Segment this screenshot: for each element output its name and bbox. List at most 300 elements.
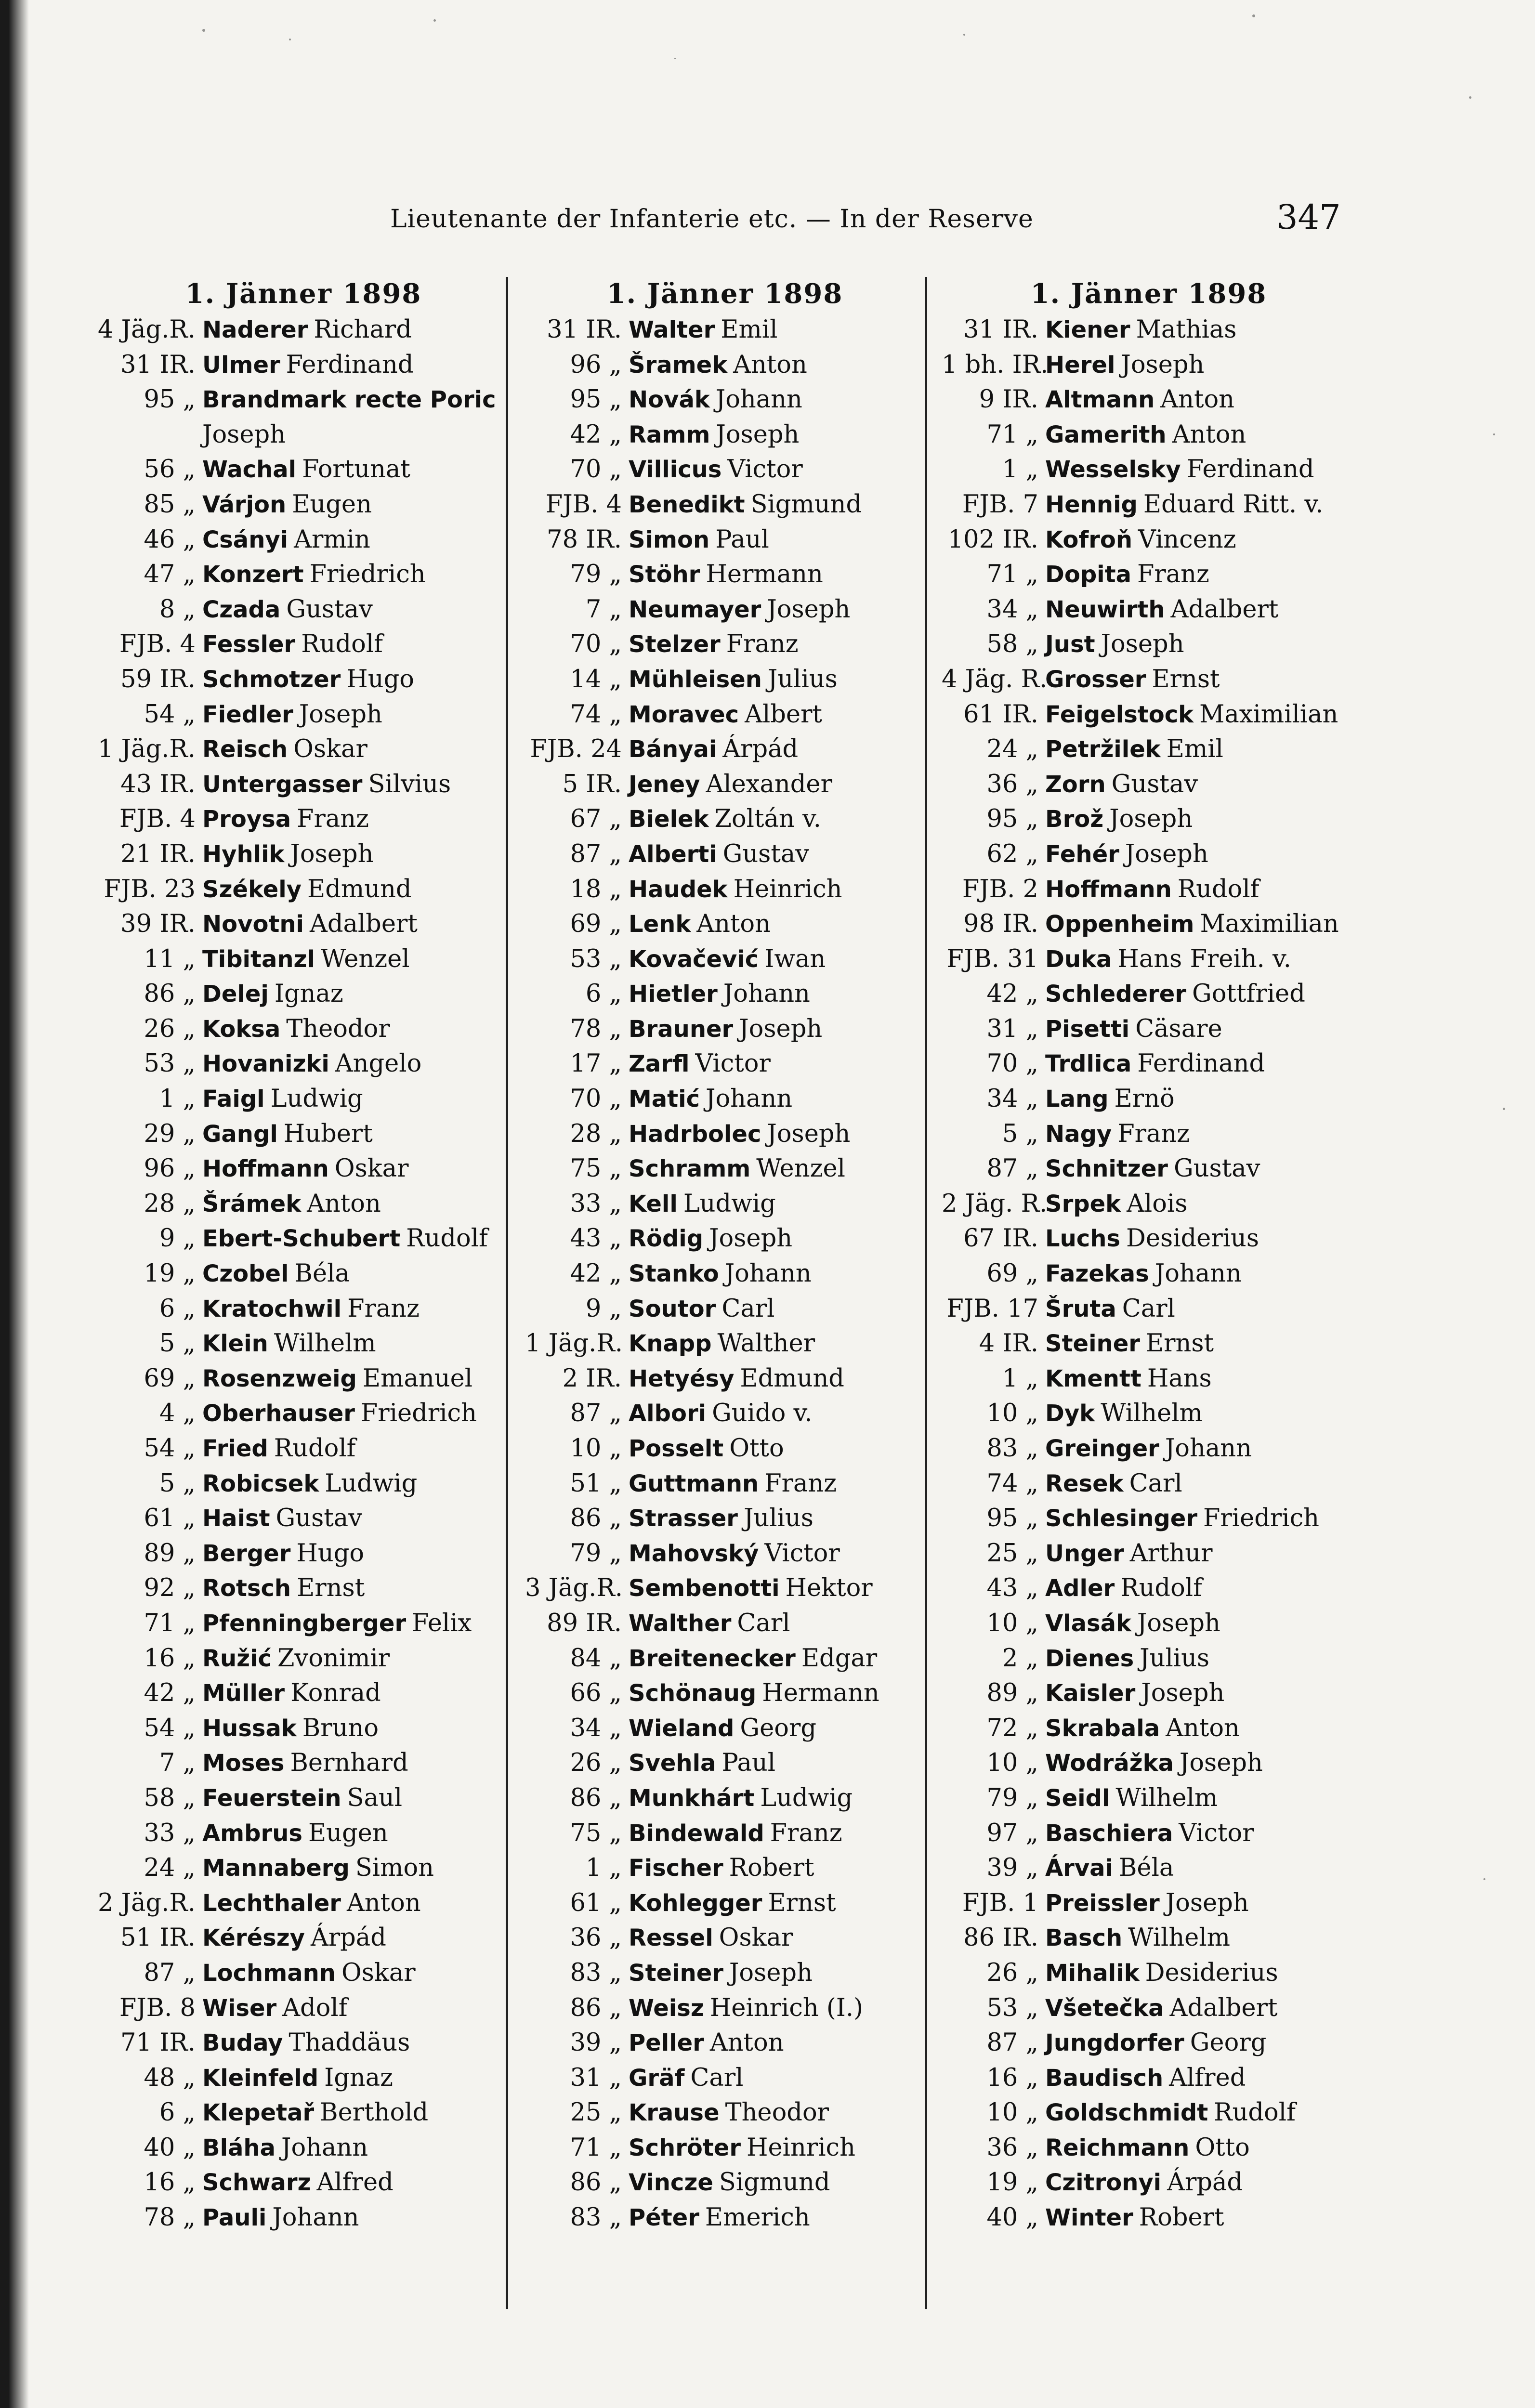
unit-reference: 4 Jäg. R. [942,665,1048,694]
given-name: Franz [1117,1119,1190,1148]
unit-reference: 10 „ [986,1399,1038,1428]
given-name: Joseph [716,420,800,449]
given-name: Heinrich (I.) [709,1993,864,2022]
unit-reference: 71 „ [570,2133,622,2162]
officer-name [629,595,925,624]
unit-reference: 96 „ [144,1154,196,1183]
surname: Brož [1045,806,1104,833]
roster-entry [92,1015,515,1050]
unit-reference: 42 „ [144,1679,196,1708]
unit-reference: 87 „ [570,839,622,868]
roster-entry [942,1295,1356,1330]
surname: Proysa [202,806,291,833]
officer-name [1045,1714,1356,1742]
given-name: Béla [294,1259,350,1288]
officer-name [202,1644,515,1673]
roster-entry [92,1854,515,1889]
officer-name [629,1329,925,1358]
roster-entry [525,1469,925,1505]
unit-reference: 8 „ [159,595,196,624]
given-name: Victor [764,1539,840,1568]
roster-entry [525,700,925,735]
given-name: Franz [347,1294,420,1323]
roster-entry [525,455,925,490]
given-name: Otto [1195,2133,1250,2162]
given-name: Theodor [286,1014,390,1043]
unit-reference: 85 „ [144,490,196,519]
surname: Brandmark recte Poric [202,386,496,414]
roster-entry [942,630,1356,665]
unit-reference: 47 „ [144,560,196,589]
roster-entry [525,1959,925,1994]
surname: Robicsek [202,1470,319,1497]
officer-name [202,840,515,868]
surname: Naderer [202,316,308,343]
surname: Rotsch [202,1575,291,1602]
given-name: Hermann [706,560,823,589]
roster-entry [92,2203,515,2238]
unit-reference: 74 „ [986,1469,1038,1498]
officer-name [202,385,515,414]
unit-reference: 69 „ [986,1259,1038,1288]
unit-reference: 86 „ [570,2168,622,2197]
officer-name [1045,1399,1356,1427]
roster-entry [525,735,925,770]
surname: Delej [202,981,269,1008]
given-name: Joseph [1101,630,1184,659]
officer-name [629,875,925,903]
unit-reference: FJB. 1 [962,1888,1038,1917]
given-name: Robert [1139,2203,1224,2232]
roster-entry [942,1049,1356,1085]
unit-reference: 14 „ [570,665,622,694]
officer-name [629,1679,925,1707]
surname: Ulmer [202,351,280,379]
given-name: Anton [709,2028,784,2057]
surname: Hietler [629,981,718,1008]
officer-name [202,1120,515,1148]
officer-name [1045,875,1356,903]
roster-entry [92,945,515,980]
roster-entry [92,2168,515,2203]
surname: Krause [629,2099,720,2127]
given-name: Walther [717,1329,815,1358]
given-name: Carl [737,1609,790,1637]
roster-entry [525,2168,925,2203]
unit-reference: 87 „ [986,2028,1038,2057]
given-name: Ludwig [325,1469,418,1498]
officer-name [629,980,925,1008]
unit-reference: 7 „ [159,1749,196,1778]
officer-name [1045,315,1356,344]
unit-reference: 83 „ [570,2203,622,2232]
officer-name [629,2168,925,2197]
officer-name [629,385,925,414]
unit-reference: 75 „ [570,1154,622,1183]
surname: Kmentt [1045,1365,1141,1392]
roster-entry [92,490,515,525]
officer-name [1045,1259,1356,1288]
officer-name [202,525,515,554]
officer-name [1045,1085,1356,1113]
roster-entry [92,1469,515,1505]
surname: Fiedler [202,701,293,728]
roster-entry [942,420,1356,456]
officer-name [1045,595,1356,624]
unit-reference: 39 „ [986,1854,1038,1883]
officer-name [629,1399,925,1427]
officer-name [202,2098,515,2127]
officer-name [1045,910,1356,938]
given-name: Heinrich [733,875,842,903]
given-name: Ignaz [274,980,343,1008]
given-name: Wilhelm [1101,1399,1203,1428]
entry-list [942,315,1356,2238]
given-name: Ludwig [683,1189,776,1218]
officer-name [629,700,925,729]
unit-reference: 10 „ [570,1434,622,1463]
scan-speck [1493,433,1495,435]
officer-name [202,1295,515,1323]
given-name: Johann [724,1259,812,1288]
surname: Strasser [629,1505,738,1532]
unit-reference: 51 „ [570,1469,622,1498]
surname: Lang [1045,1086,1109,1113]
surname: Konzert [202,561,304,589]
officer-name [629,1259,925,1288]
given-name: Johann [706,1085,793,1113]
surname: Kovačević [629,945,759,973]
unit-reference: 5 „ [159,1469,196,1498]
unit-reference: 2 Jäg. R. [942,1189,1048,1218]
officer-name [202,1749,515,1777]
roster-entry [525,1609,925,1644]
officer-name [202,420,515,449]
surname: Všetečka [1045,1994,1164,2022]
unit-reference: 75 „ [570,1819,622,1847]
unit-reference: 54 „ [144,700,196,729]
roster-entry [92,595,515,630]
unit-reference: FJB. 4 [119,630,196,659]
roster-entry [525,1994,925,2029]
officer-name [629,1504,925,1532]
given-name: Silvius [368,770,451,798]
surname: Neuwirth [1045,596,1165,623]
roster-entry [525,1399,925,1434]
surname: Bindewald [629,1819,764,1847]
unit-reference: FJB. 2 [962,875,1038,903]
roster-entry [942,1015,1356,1050]
officer-name [629,2064,925,2092]
roster-entry [525,1644,925,1679]
given-name: Hubert [283,1119,373,1148]
roster-entry [92,560,515,595]
given-name: Victor [1179,1819,1254,1847]
unit-reference: 89 IR. [547,1609,622,1637]
officer-name [629,1749,925,1777]
surname: Kratochwil [202,1295,342,1322]
roster-entry [92,770,515,805]
unit-reference: 34 „ [986,595,1038,624]
roster-entry [525,665,925,700]
officer-name [629,1994,925,2022]
officer-name [629,2028,925,2057]
unit-reference: 79 „ [570,1539,622,1568]
officer-name [629,630,925,658]
surname: Schlederer [1045,981,1187,1008]
given-name: Richard [314,315,412,344]
unit-reference: 42 „ [570,420,622,449]
surname: Lenk [629,911,691,938]
surname: Berger [202,1540,291,1567]
given-name: Friedrich [360,1399,477,1428]
surname: Schröter [629,2134,741,2161]
roster-entry [942,2133,1356,2169]
unit-reference: 36 „ [570,1924,622,1952]
given-name: Johann [281,2133,368,2162]
unit-reference: 58 „ [986,630,1038,659]
given-name: Theodor [725,2098,829,2127]
surname: Soutor [629,1295,716,1322]
surname: Hetyésy [629,1365,735,1392]
officer-name [202,735,515,763]
officer-name [1045,1329,1356,1358]
surname: Weisz [629,1994,704,2022]
unit-reference: 56 „ [144,455,196,484]
given-name: Oskar [341,1958,416,1987]
roster-entry [942,1749,1356,1784]
surname: Wodrážka [1045,1750,1174,1777]
unit-reference: 86 „ [570,1783,622,1812]
roster-entry [942,2168,1356,2203]
given-name: Gustav [286,595,373,624]
unit-reference: 6 „ [585,980,622,1008]
given-name: Friedrich [1203,1504,1319,1533]
unit-reference: 71 „ [986,560,1038,589]
surname: Fehér [1045,840,1119,868]
surname: Novák [629,386,710,414]
officer-name [629,945,925,973]
unit-reference: 92 „ [144,1574,196,1603]
roster-entry [525,595,925,630]
officer-name [202,1924,515,1952]
roster-entry [92,1329,515,1364]
officer-name [202,351,515,379]
roster-entry [525,770,925,805]
roster-entry [92,1364,515,1400]
given-name: Adalbert [1169,1993,1278,2022]
roster-entry [92,840,515,875]
surname: Klepetař [202,2099,315,2127]
given-name: Emerich [705,2203,810,2232]
officer-name [629,351,925,379]
surname: Schnitzer [1045,1155,1168,1183]
unit-reference: 54 „ [144,1714,196,1742]
unit-reference: 83 „ [986,1434,1038,1463]
surname: Knapp [629,1330,712,1358]
surname: Rödig [629,1225,704,1253]
officer-name [1045,420,1356,449]
unit-reference: 95 „ [144,385,196,414]
officer-name [1045,1679,1356,1707]
officer-name [629,1959,925,1987]
given-name: Joseph [1109,805,1193,834]
roster-entry [92,1574,515,1609]
officer-name [1045,2168,1356,2197]
given-name: Wenzel [756,1154,845,1183]
given-name: Rudolf [1120,1574,1202,1603]
unit-reference: 62 „ [986,839,1038,868]
unit-reference: 69 „ [570,910,622,939]
given-name: Anton [307,1189,381,1218]
officer-name [1045,980,1356,1008]
roster-entry [525,1819,925,1854]
unit-reference: FJB. 4 [119,805,196,834]
surname: Mahovský [629,1540,759,1567]
surname: Ebert-Schubert [202,1225,401,1253]
roster-entry [525,630,925,665]
surname: Nagy [1045,1120,1112,1148]
scan-edge-shadow [0,0,29,2408]
roster-entry [942,700,1356,735]
unit-reference: 95 „ [986,805,1038,834]
officer-name [202,1994,515,2022]
column-heading: 1. Jänner 1898 [185,278,422,310]
unit-reference: 78 „ [570,1014,622,1043]
surname: Munkhárt [629,1784,755,1812]
unit-reference: 79 „ [570,560,622,589]
given-name: Robert [729,1854,814,1883]
roster-entry [525,805,925,840]
surname: Ramm [629,421,710,448]
given-name: Ferdinand [1137,1049,1265,1078]
officer-name [202,1190,515,1218]
unit-reference: 25 „ [986,1539,1038,1568]
roster-entry [92,1259,515,1295]
unit-reference: 87 „ [986,1154,1038,1183]
column-2 [525,277,925,2238]
roster-entry [92,351,515,386]
surname: Buday [202,2029,283,2057]
surname: Ružić [202,1645,272,1672]
given-name: Wilhelm [274,1329,376,1358]
surname: Fischer [629,1855,723,1882]
surname: Baschiera [1045,1819,1173,1847]
roster-entry [525,1329,925,1364]
surname: Árvai [1045,1855,1113,1882]
unit-reference: 5 „ [159,1329,196,1358]
officer-name [202,560,515,589]
surname: Greinger [1045,1435,1159,1462]
given-name: Joseph [1137,1609,1220,1637]
surname: Dienes [1045,1645,1134,1672]
roster-entry [92,1154,515,1190]
surname: Zorn [1045,771,1106,798]
officer-name [629,910,925,938]
surname: Reichmann [1045,2134,1190,2161]
officer-name [202,945,515,973]
roster-entry [92,1539,515,1574]
officer-name [629,1224,925,1253]
officer-name [1045,351,1356,379]
surname: Srpek [1045,1190,1121,1217]
unit-reference: 3 Jäg.R. [525,1574,623,1603]
unit-reference: 71 „ [986,420,1038,449]
officer-name [1045,2028,1356,2057]
roster-entry [942,1784,1356,1819]
roster-entry [525,525,925,561]
unit-reference: 61 „ [570,1888,622,1917]
roster-entry [92,1679,515,1714]
scan-speck [1252,14,1255,17]
surname: Czitronyi [1045,2169,1162,2197]
officer-name [1045,2203,1356,2232]
surname: Guttmann [629,1470,759,1497]
unit-reference: 36 „ [986,2133,1038,2162]
roster-entry [92,2133,515,2169]
officer-name [629,455,925,484]
unit-reference: 61 „ [144,1504,196,1533]
surname: Novotni [202,911,304,938]
roster-entry [525,1364,925,1400]
given-name: Ignaz [324,2063,393,2092]
surname: Oppenheim [1045,911,1194,938]
roster-entry [525,1539,925,1574]
roster-entry [525,1504,925,1539]
surname: Stöhr [629,561,700,589]
unit-reference: FJB. 31 [946,944,1038,973]
unit-reference: 53 „ [986,1993,1038,2022]
roster-entry [942,1154,1356,1190]
officer-name [202,1539,515,1568]
given-name: Franz [726,630,799,659]
roster-entry [942,2203,1356,2238]
officer-name [202,455,515,484]
given-name: Wilhelm [1115,1783,1218,1812]
given-name: Friedrich [309,560,426,589]
unit-reference: 31 IR. [547,315,622,344]
given-name: Ludwig [270,1085,363,1113]
roster-entry [92,1190,515,1225]
roster-entry [525,1259,925,1295]
roster-entry [525,420,925,456]
unit-reference: 16 „ [986,2063,1038,2092]
surname: Hoffmann [1045,876,1172,903]
surname: Csányi [202,526,289,553]
surname: Dyk [1045,1400,1095,1427]
surname: Breitenecker [629,1645,796,1672]
roster-entry [525,1085,925,1120]
unit-reference: 40 „ [986,2203,1038,2232]
roster-entry [525,385,925,420]
scan-speck [1483,1878,1485,1880]
officer-name [629,1085,925,1113]
officer-name [1045,1504,1356,1532]
given-name: Joseph [729,1958,813,1987]
officer-name [629,315,925,344]
given-name: Oskar [719,1924,793,1952]
unit-reference: 1 bh. IR. [942,350,1049,379]
roster-entry [942,1819,1356,1854]
officer-name [202,1784,515,1812]
surname: Šramek [629,351,728,379]
officer-name [1045,1120,1356,1148]
surname: Untergasser [202,771,363,798]
surname: Hussak [202,1714,297,1742]
given-name: Zoltán v. [714,805,821,834]
roster-entry [942,1539,1356,1574]
given-name: Iwan [764,944,826,973]
